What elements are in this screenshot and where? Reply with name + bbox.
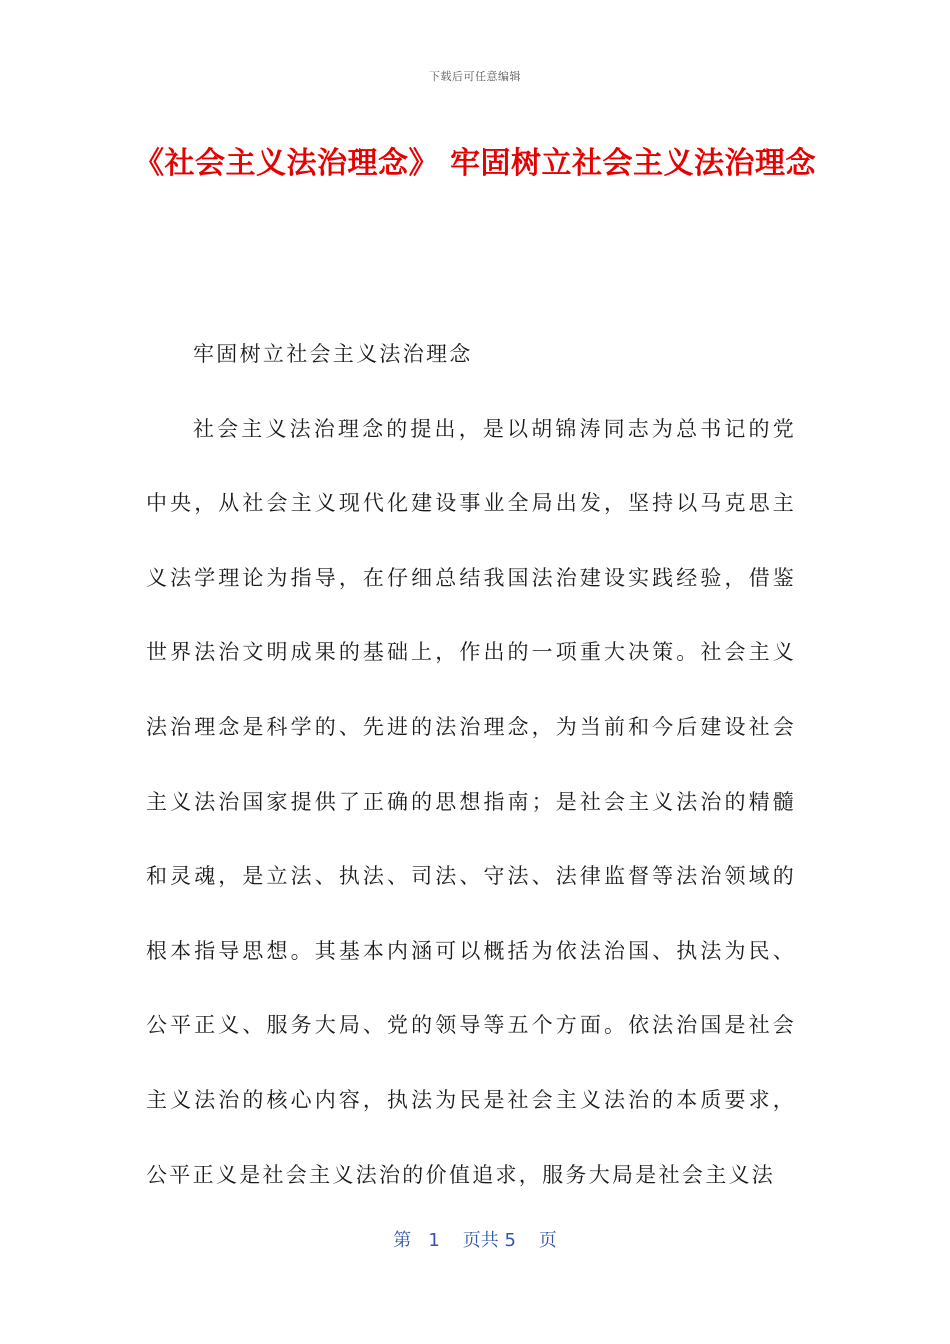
footer-current-page: 1	[428, 1230, 440, 1251]
document-body	[146, 317, 796, 1212]
footer-label-middle: 页共	[462, 1230, 499, 1251]
paragraph-main: 社会主义法治理念的提出，是以胡锦涛同志为总书记的党中央，从社会主义现代化建设事业全局出发，坚持以马克思主义法学理论为指导，在仔细总结我国法治建设实践经验，借鉴世界法治文明成果的基础上，作出的一项重大决策。社会主义法治理念是科学的、先进的法治理念，为当前和今后建设社会主义法治国家提供了正确的思想指南；是社会主义法治的精髓和灵魂，是立法、执法、司法、守法、法律监督等法治领域的根本指导思想。其基本内涵可以概括为依法治国、执法为民、公平正义、服务大局、党的领导等五个方面。依法治国是社会主义法治的核心内容，执法为民是社会主义法治的本质要求，公平正义是社会主义法治的价值追求，服务大局是社会主义法	[146, 416, 796, 1187]
paragraph-subtitle: 牢固树立社会主义法治理念	[193, 342, 473, 366]
page-footer	[0, 1226, 950, 1252]
footer-total-pages: 5	[504, 1230, 516, 1251]
header-note: 下载后可任意编辑	[429, 70, 521, 83]
footer-label-prefix: 第	[393, 1230, 412, 1251]
document-title: 《社会主义法治理念》 牢固树立社会主义法治理念	[134, 146, 816, 181]
footer-label-suffix: 页	[538, 1230, 557, 1251]
